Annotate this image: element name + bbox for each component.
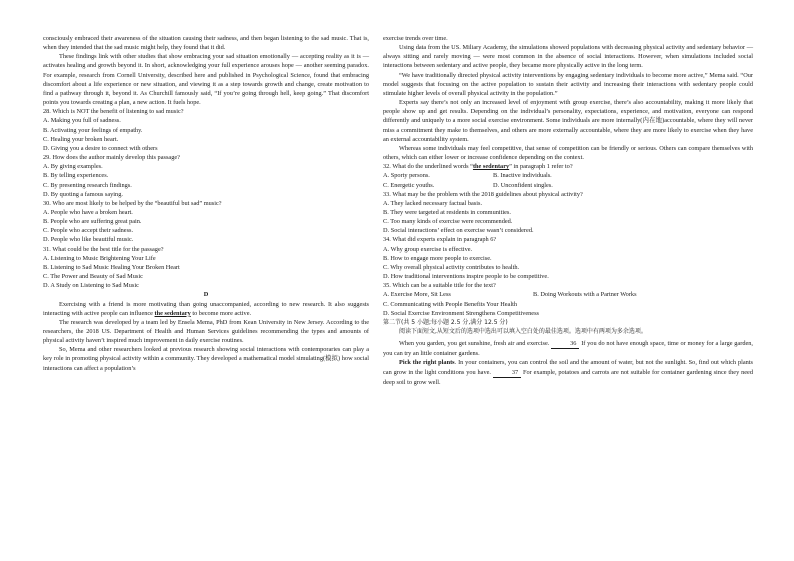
option-d: D. People who like beautiful music. [43, 236, 134, 244]
option-d: D. Social interactions’ effect on exercise wasn’t considered. [383, 227, 534, 235]
option-c: C. Healing your broken heart. [43, 135, 119, 143]
option-a: A. Making you full of sadness. [43, 117, 121, 125]
underlined-phrase: the sedentary [472, 163, 510, 171]
option-d: D. By quoting a famous saying. [43, 190, 123, 198]
section-heading: 第二节(共 5 小题;每小题 2.5 分,满分 12.5 分) [383, 318, 508, 326]
paragraph [383, 339, 753, 358]
paragraph: Using data from the US. Miliary Academy, the simulations showed populations with decreasing physical activity and sedentary behavior — always sitting and rarely moving — were most common in the absence of social interactions. However, when simulations included social interactions between sedentary and active people, they became more physically active in the long term. [383, 44, 753, 70]
question-stem: 33. What may be the problem with the 2018 guidelines about physical activity? [383, 190, 583, 198]
text-run: 32. What do the underlined words “ [383, 163, 473, 171]
section-heading-d: D [203, 291, 209, 299]
blank-36: 36 [551, 339, 579, 349]
option-a: A. Exercise More, Sit Less [383, 291, 451, 299]
text-run: When you garden, you get sunshine, fresh air and exercise. [399, 340, 552, 348]
option-b: B. Inactive individuals. [493, 172, 552, 180]
section-instructions: 阅读下面短文,从短文后的选项中选出可以填入空白处的最佳选项。选项中有两项为多余选项。 [399, 328, 647, 335]
question-33 [383, 190, 753, 236]
text-run: Exercising with a friend is more motivating than going unaccompanied, according to new research. It also suggests interacting with active people can influence [43, 300, 369, 317]
option-d: D. Giving you a desire to connect with others [43, 144, 158, 152]
text-run: . In your containers, you can control the soil and the amount of water, but not the sunlight. So, find out which plants can grow in the light conditions you have. [383, 359, 753, 376]
paragraph: consciously embraced their awareness of the situation causing their sadness, and then began listening to the sad music. That is, when they intended that the sad music might help, they found that it did. [43, 35, 369, 52]
question-32 [383, 162, 753, 189]
option-d: D. Social Exercise Environment Strengthens Competitiveness [383, 309, 539, 317]
question-stem: 35. Which can be a suitable title for the text? [383, 282, 496, 290]
paragraph: exercise trends over time. [383, 35, 448, 42]
option-b: B. Listening to Sad Music Healing Your Broken Heart [43, 263, 180, 271]
bold-lead: Pick the right plants [399, 359, 455, 367]
option-c: C. People who accept their sadness. [43, 227, 134, 235]
option-a: A. Listening to Music Brightening Your Life [43, 254, 156, 262]
option-a: A. Why group exercise is effective. [383, 245, 473, 253]
option-a: A. Sporty persons. [383, 172, 430, 180]
paragraph: Experts say there’s not only an increased level of enjoyment with group exercise, there’s also accountability, making it more likely that people show up and get results. Depending on the individual’s personality, expectations, experience, and motivation, everyone can respond differently and uniquely to a more social exercise environment. Some individuals are more internally(内在地)accountable, where they will never miss a commitment they make to themselves, and others are more externally accountable, where they are more likely to exercise when they have an external accountability system. [383, 99, 753, 143]
option-a: A. By giving examples. [43, 163, 103, 171]
question-stem: 34. What did experts explain in paragraph 6? [383, 236, 497, 244]
option-c: C. By presenting research findings. [43, 181, 132, 189]
underlined-phrase: the sedentary [154, 309, 191, 317]
option-c: C. Communicating with People Benefits Your Health [383, 300, 517, 308]
option-a: A. They lacked necessary factual basis. [383, 199, 483, 207]
question-35 [383, 281, 753, 318]
option-c: C. The Power and Beauty of Sad Music [43, 273, 143, 281]
option-b: B. Activating your feelings of empathy. [43, 126, 143, 134]
left-column [43, 34, 369, 373]
option-b: B. By telling experiences. [43, 172, 109, 180]
question-stem: 31. What could be the best title for the passage? [43, 245, 164, 253]
text-run: to become more active. [190, 309, 252, 317]
option-d: D. Unconfident singles. [493, 181, 553, 189]
text-run: If you do not have enough space, time or money for a large garden, you can try an little container gardens. [383, 340, 753, 358]
question-31 [43, 245, 369, 291]
option-b: B. Doing Workouts with a Partner Works [533, 291, 637, 299]
question-30 [43, 199, 369, 245]
question-29 [43, 153, 369, 199]
right-column [383, 34, 753, 387]
question-stem [383, 162, 753, 171]
paragraph: These findings link with other studies that show embracing your sad situation emotionally — accepting reality as it is — activates healing and growth beyond it. In short, acknowledging your full experience arouses hope — another seeming paradox. For example, research from Cornell University, described here and published in Psychological Science, found that embracing discomfort about a life experience or new situation, and viewing it as a step towards growth and change, create motivation to find a pathway through it, beyond it. As Churchill famously said, “If you’re going through hell, keep going.” That discomfort points you towards creating a plan, a new action. It fuels hope. [43, 53, 369, 107]
text-run: For example, potatoes and carrots are not suitable for container gardening since they need deep soil to grow well. [383, 368, 753, 386]
option-row [383, 181, 753, 190]
option-row [383, 171, 753, 180]
paragraph: Whereas some individuals may feel competitive, that sense of competition can be friendly or serious. Others can compare themselves with others, which can either lower or increase confidence depending on the context. [383, 144, 753, 162]
option-c: C. Too many kinds of exercise were recommended. [383, 218, 513, 226]
option-a: A. People who have a broken heart. [43, 208, 133, 216]
blank-37: 37 [493, 368, 521, 378]
text-run: ” in paragraph 1 refer to? [509, 163, 573, 171]
option-b: B. They were targeted at residents in communities. [383, 208, 511, 216]
option-b: B. People who are suffering great pain. [43, 218, 142, 226]
paragraph: The research was developed by a team led by Ensela Mema, PhD from Kean University in New Jersey. According to the researchers, the 2018 US. Department of Health and Human Services guidelines recommending the types and amounts of physical activity haven’t inspired much improvement in daily exercise routines. [43, 318, 369, 345]
paragraph: So, Mema and other researchers looked at previous research showing social interactions with contemporaries can play a key role in promoting physical activity within a community. They developed a mathematical model simulating(模拟) how social interactions can affect a population’s [43, 346, 369, 372]
question-stem: 30. Who are most likely to be helped by the “beautiful but sad” music? [43, 199, 222, 207]
question-34 [383, 235, 753, 281]
paragraph: “We have traditionally directed physical activity interventions by engaging sedentary individuals to become more active,” Mema said. “Our model suggests that focusing on the active population to sustain their activity and increasing their interactions with sedentary people could stimulate higher levels of overall physical activity in the population.” [383, 71, 753, 97]
option-c: C. Energetic youths. [383, 181, 435, 189]
option-b: B. How to engage more people to exercise. [383, 254, 492, 262]
option-c: C. Why overall physical activity contributes to health. [383, 263, 520, 271]
option-d: D. How traditional interventions inspire people to be competitive. [383, 273, 549, 281]
paragraph [43, 300, 369, 318]
paragraph [383, 358, 753, 386]
question-stem: 29. How does the author mainly develop this passage? [43, 154, 180, 162]
option-d: D. A Study on Listening to Sad Music [43, 282, 139, 290]
option-row [383, 290, 753, 299]
question-stem: 28. Which is NOT the benefit of listening to sad music? [43, 108, 184, 116]
question-28 [43, 107, 369, 153]
